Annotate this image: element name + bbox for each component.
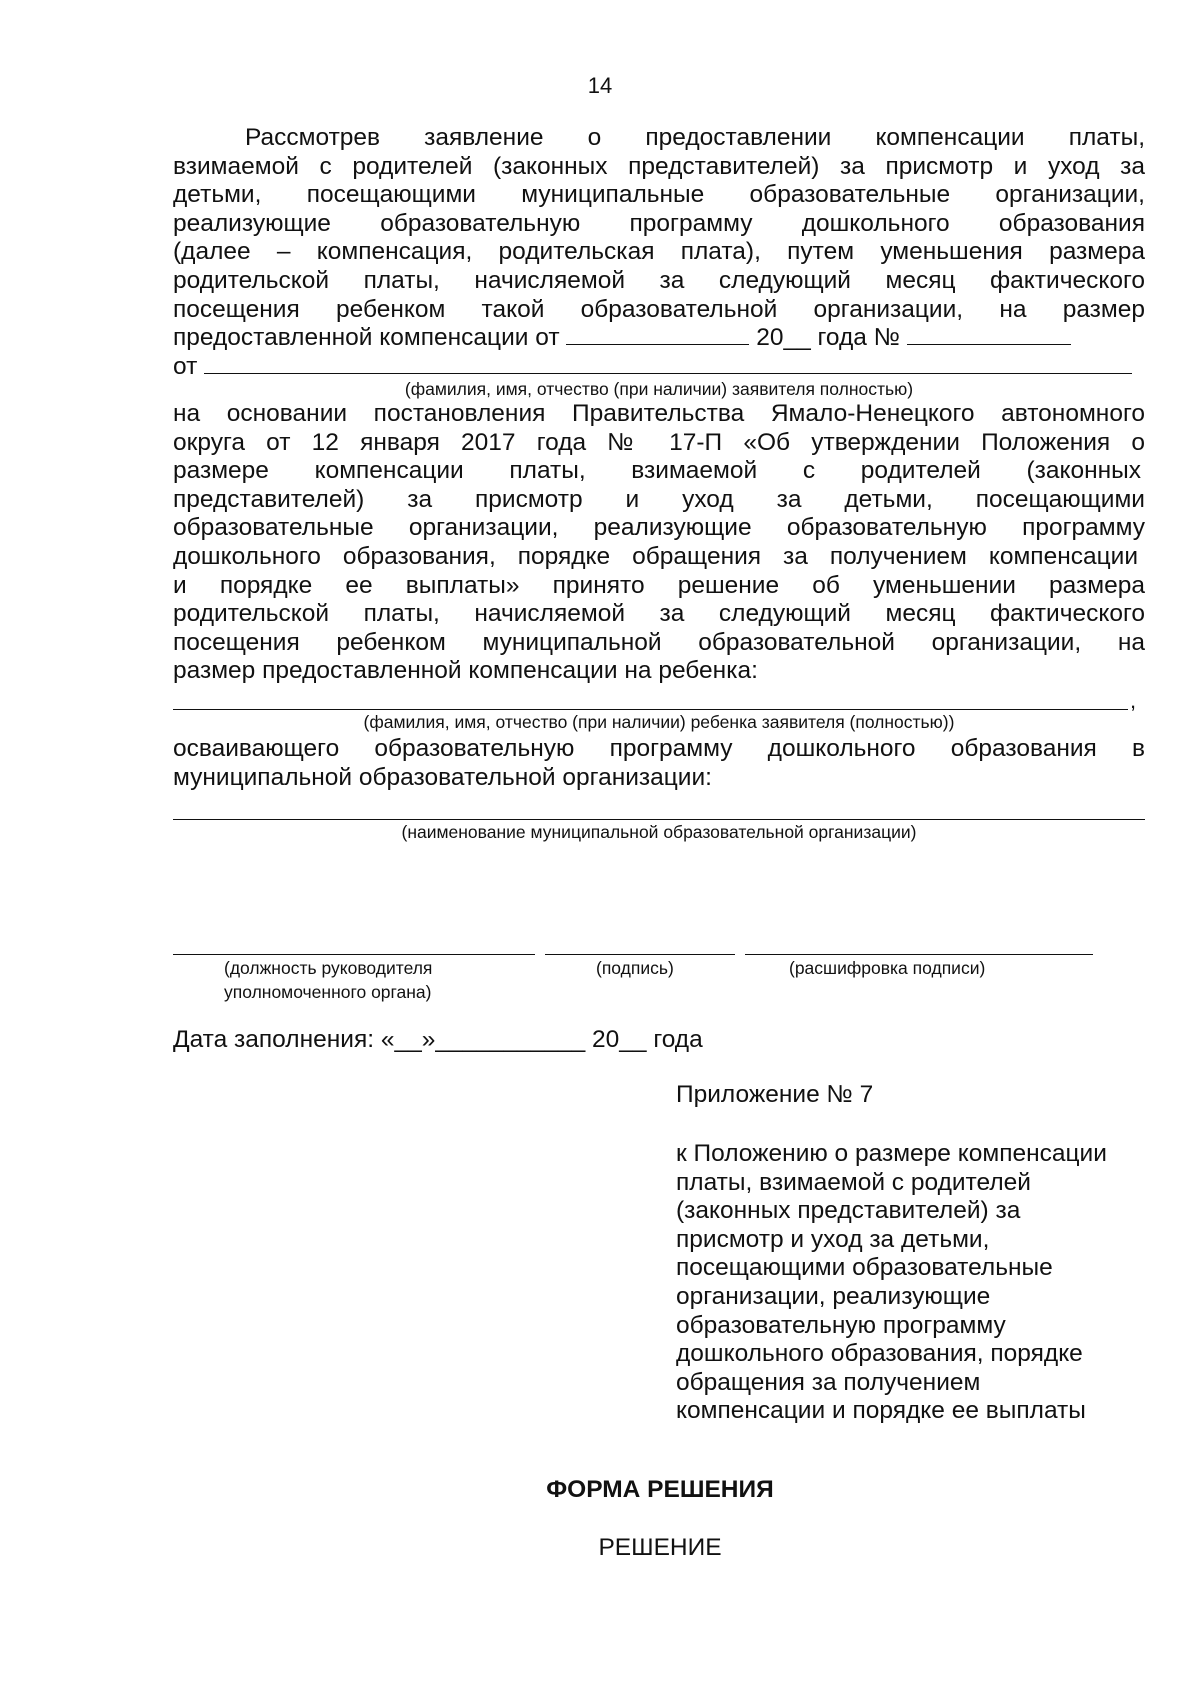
- text-line: размере компенсации платы, взимаемой с родителей (законных: [173, 457, 1141, 485]
- fill-date: Дата заполнения: «__»___________ 20__ года: [173, 1026, 703, 1053]
- text-line: на основании постановления Правительства Ямало-Ненецкого автономного: [173, 400, 1145, 427]
- text-line: и порядке ее выплаты» принято решение об уменьшении размера: [173, 571, 1145, 599]
- paragraph-consideration: [173, 124, 1145, 381]
- text-line: взимаемой с родителей (законных представителей) за присмотр и уход за: [173, 152, 1145, 180]
- page-number: 14: [587, 73, 613, 98]
- text-line: родительской платы, начисляемой за следующий месяц фактического: [173, 266, 1145, 294]
- decision-title: РЕШЕНИЕ: [598, 1534, 722, 1561]
- appendix-line: организации, реализующие: [676, 1282, 991, 1310]
- paragraph-child: [173, 735, 1145, 792]
- caption-organization: (наименование муниципальной образовательной организации): [401, 822, 917, 842]
- organization-name-field[interactable]: [173, 819, 1145, 820]
- signature-field[interactable]: [545, 954, 735, 955]
- caption-position: (должность руководителя уполномоченного органа): [224, 958, 433, 1002]
- appendix-line: компенсации и порядке ее выплаты: [676, 1397, 1086, 1425]
- text-line: Рассмотрев заявление о предоставлении компенсации платы,: [245, 124, 1145, 151]
- text-line: округа от 12 января 2017 года № 17-П «Об утверждении Положения о: [173, 428, 1145, 456]
- text-line: размер предоставленной компенсации на ребенка:: [173, 657, 758, 685]
- text-line: дошкольного образования, порядке обращения за получением компенсации: [173, 542, 1138, 570]
- text-line: посещения ребенком такой образовательной организации, на размер: [173, 295, 1145, 323]
- text-line: представителей) за присмотр и уход за детьми, посещающими: [173, 485, 1145, 513]
- text-line: реализующие образовательную программу дошкольного образования: [173, 209, 1145, 237]
- caption-signature-decoding: (расшифровка подписи): [789, 958, 986, 978]
- text-line: (далее – компенсация, родительская плата), путем уменьшения размера: [173, 238, 1145, 266]
- appendix-line: присмотр и уход за детьми,: [676, 1225, 990, 1253]
- text-line: осваивающего образовательную программу дошкольного образования в: [173, 735, 1145, 762]
- appendix-text: [676, 1140, 1146, 1426]
- caption-applicant: (фамилия, имя, отчество (при наличии) заявителя полностью): [404, 379, 914, 399]
- appendix-line: обращения за получением: [676, 1368, 981, 1396]
- paragraph-basis: [173, 400, 1145, 686]
- text-line: от: [173, 353, 1145, 382]
- comma: ,: [1130, 688, 1137, 713]
- caption-child: (фамилия, имя, отчество (при наличии) ребенка заявителя (полностью)): [363, 712, 955, 732]
- position-field[interactable]: [173, 954, 535, 955]
- text-line: посещения ребенком муниципальной образовательной организации, на: [173, 628, 1145, 656]
- appendix-line: посещающими образовательные: [676, 1254, 1053, 1282]
- appendix-title: Приложение № 7: [676, 1081, 874, 1108]
- signature-decoding-field[interactable]: [745, 954, 1093, 955]
- appendix-line: к Положению о размере компенсации: [676, 1140, 1107, 1167]
- text-line: родительской платы, начисляемой за следующий месяц фактического: [173, 600, 1145, 628]
- applicant-name-field[interactable]: [204, 355, 1132, 374]
- text-line: предоставленной компенсации от 20__ года №: [173, 324, 1145, 353]
- caption-signature: (подпись): [596, 958, 674, 978]
- appendix-line: платы, взимаемой с родителей: [676, 1168, 1031, 1196]
- decision-number-field[interactable]: [907, 326, 1071, 345]
- appendix-line: дошкольного образования, порядке: [676, 1340, 1083, 1368]
- appendix-line: образовательную программу: [676, 1311, 1006, 1339]
- text-line: муниципальной образовательной организации:: [173, 763, 712, 791]
- text-line: детьми, посещающими муниципальные образовательные организации,: [173, 181, 1145, 209]
- date-from-field[interactable]: [566, 326, 749, 345]
- text-line: образовательные организации, реализующие образовательную программу: [173, 514, 1145, 542]
- child-name-field[interactable]: [173, 709, 1128, 710]
- appendix-line: (законных представителей) за: [676, 1197, 1021, 1225]
- form-title: ФОРМА РЕШЕНИЯ: [546, 1476, 774, 1503]
